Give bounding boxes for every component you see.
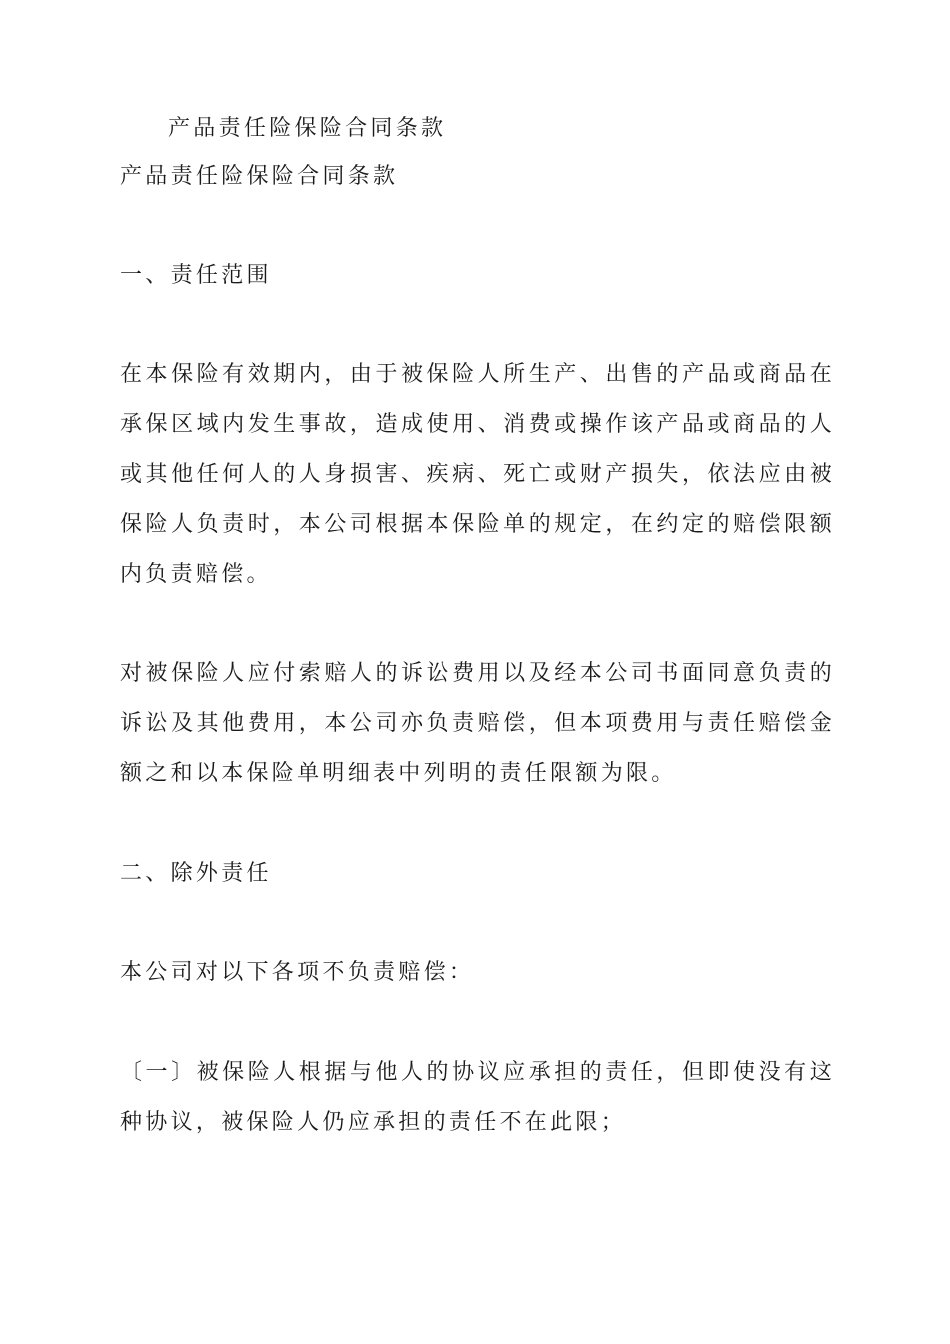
list-item-exclusion-1: 〔一〕被保险人根据与他人的协议应承担的责任，但即使没有这种协议，被保险人仍应承担的责任不在此限； (120, 1060, 835, 1135)
paragraph-scope-main: 在本保险有效期内，由于被保险人所生产、出售的产品或商品在承保区域内发生事故，造成使用、消费或操作该产品或商品的人或其他任何人的人身损害、疾病、死亡或财产损失，依法应由被保险人负责时，本公司根据本保险单的规定，在约定的赔偿限额内负责赔偿。 (120, 362, 835, 587)
section-heading-scope: 一、责任范围 (120, 263, 272, 288)
paragraph-exclusions-intro: 本公司对以下各项不负责赔偿： (120, 960, 475, 985)
section-heading-exclusions: 二、除外责任 (120, 861, 272, 886)
header-title: 产品责任险保险合同条款 (168, 116, 447, 141)
document-title: 产品责任险保险合同条款 (120, 164, 399, 189)
paragraph-scope-costs: 对被保险人应付索赔人的诉讼费用以及经本公司书面同意负责的诉讼及其他费用，本公司亦负责赔偿，但本项费用与责任赔偿金额之和以本保险单明细表中列明的责任限额为限。 (120, 661, 835, 786)
